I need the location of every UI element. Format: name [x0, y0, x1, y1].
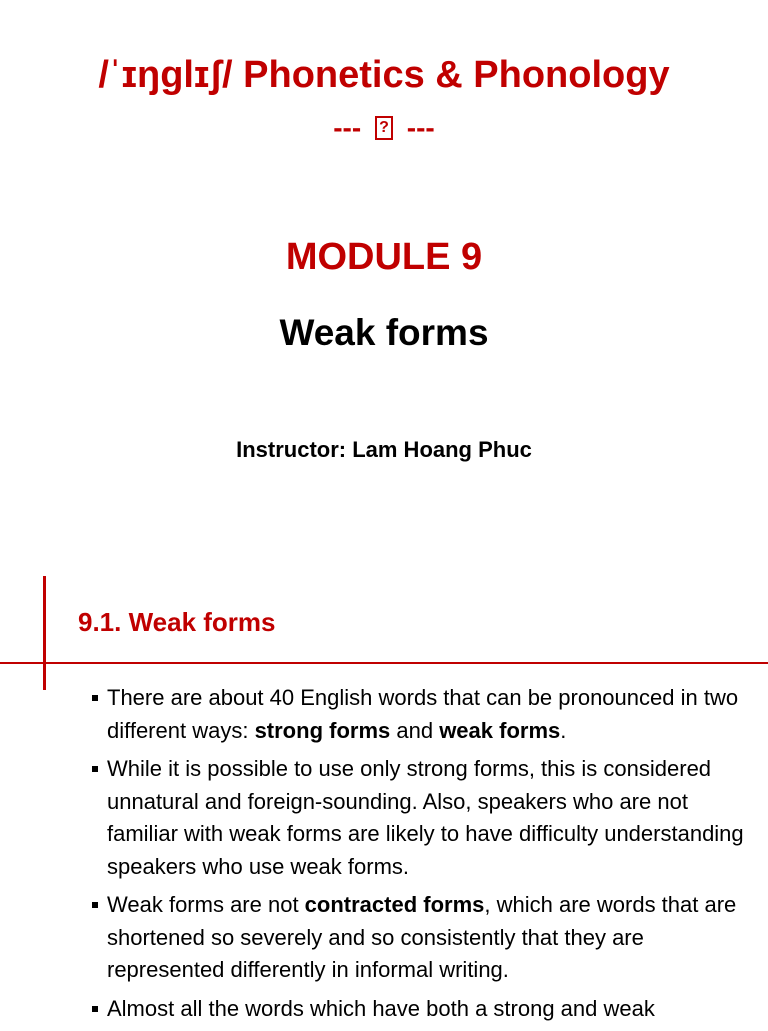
- bullet-text: , which are words that are shortened so severely and so consistently that they are represented differently in informal writing.: [107, 892, 737, 982]
- bullet-text: and: [390, 717, 440, 743]
- list-item: [92, 889, 752, 987]
- bold-term: strong forms: [254, 717, 391, 743]
- bullet-text: While it is possible to use only strong forms, this is considered unnatural and foreign-sounding. Also, speakers who are not familiar with weak forms are likely to have difficulty understanding speakers who use weak forms.: [107, 756, 744, 879]
- bullet-list: [92, 682, 752, 1031]
- slide-horizontal-rule: [0, 662, 768, 664]
- bullet-text: Almost all the words which have both a strong and weak: [107, 995, 655, 1021]
- bullet-text: Weak forms are not: [107, 892, 305, 917]
- bold-term: contracted forms: [304, 892, 485, 917]
- bullet-text: .: [560, 717, 567, 743]
- missing-glyph-icon: [375, 116, 393, 140]
- module-subtitle: Weak forms: [279, 312, 489, 353]
- title-divider: [0, 108, 768, 148]
- list-item: [92, 753, 752, 883]
- instructor-line: Instructor: Lam Hoang Phuc: [236, 437, 532, 462]
- course-title: /ˈɪŋglɪʃ/ Phonetics & Phonology: [98, 54, 670, 96]
- divider-dashes-right: ---: [406, 112, 435, 143]
- section-title: 9.1. Weak forms: [78, 607, 276, 637]
- slide-vertical-rule: [43, 576, 46, 690]
- divider-dashes-left: ---: [333, 112, 362, 143]
- list-item: [92, 682, 752, 747]
- bold-term: weak forms: [439, 717, 561, 743]
- bullet-text: There are about 40 English words that can be pronounced in two different ways:: [107, 685, 739, 743]
- list-item: [92, 993, 752, 1026]
- module-heading: MODULE 9: [285, 236, 483, 278]
